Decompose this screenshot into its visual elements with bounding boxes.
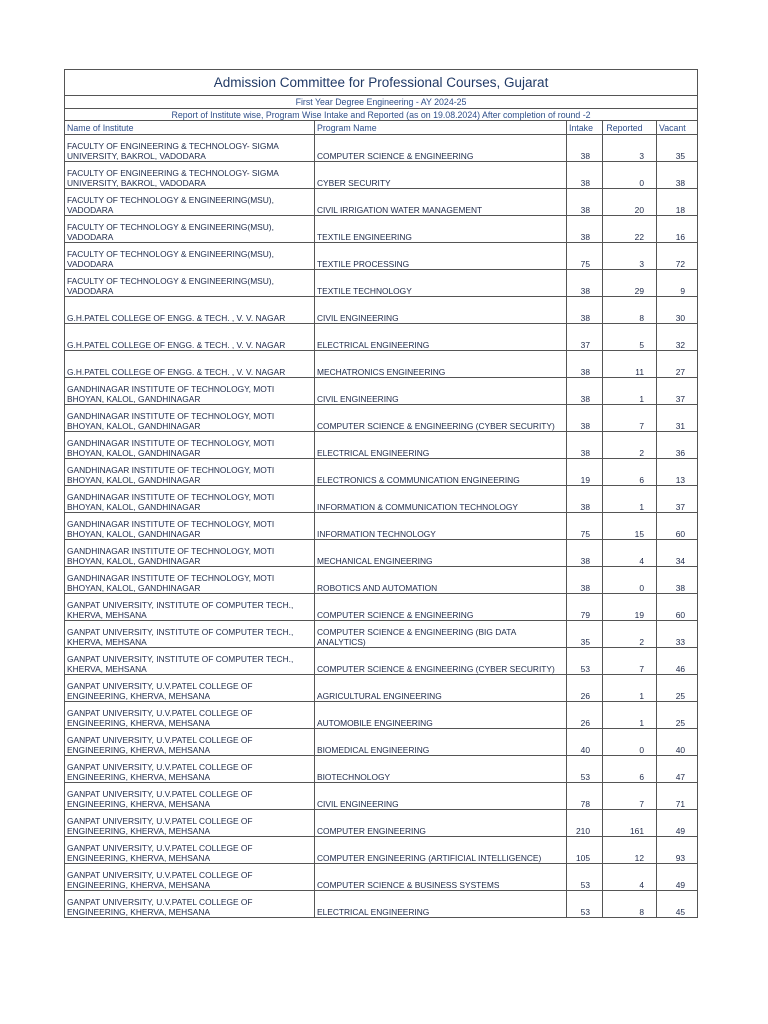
table-row (65, 324, 698, 351)
institute-name-cell: GANPAT UNIVERSITY, U.V.PATEL COLLEGE OF ENGINEERING, KHERVA, MEHSANA (65, 756, 315, 783)
program-name-cell: BIOMEDICAL ENGINEERING (315, 729, 567, 756)
program-name-cell: COMPUTER SCIENCE & ENGINEERING (315, 135, 567, 162)
admission-report-table (64, 69, 698, 918)
institute-name-cell: GANPAT UNIVERSITY, U.V.PATEL COLLEGE OF ENGINEERING, KHERVA, MEHSANA (65, 891, 315, 918)
reported-cell: 8 (603, 891, 657, 918)
table-row (65, 378, 698, 405)
table-row (65, 459, 698, 486)
institute-name-cell: GANPAT UNIVERSITY, U.V.PATEL COLLEGE OF ENGINEERING, KHERVA, MEHSANA (65, 864, 315, 891)
intake-cell: 75 (567, 243, 603, 270)
table-row (65, 486, 698, 513)
intake-cell: 38 (567, 216, 603, 243)
intake-cell: 38 (567, 351, 603, 378)
program-name-cell: COMPUTER SCIENCE & BUSINESS SYSTEMS (315, 864, 567, 891)
institute-name-cell: G.H.PATEL COLLEGE OF ENGG. & TECH. , V. V. NAGAR (65, 351, 315, 378)
table-row (65, 540, 698, 567)
vacant-cell: 93 (657, 837, 698, 864)
intake-cell: 210 (567, 810, 603, 837)
intake-cell: 38 (567, 189, 603, 216)
program-name-cell: INFORMATION TECHNOLOGY (315, 513, 567, 540)
vacant-cell: 25 (657, 675, 698, 702)
institute-name-cell: GANPAT UNIVERSITY, INSTITUTE OF COMPUTER TECH., KHERVA, MEHSANA (65, 648, 315, 675)
header-row (65, 121, 698, 135)
table-row (65, 405, 698, 432)
reported-cell: 20 (603, 189, 657, 216)
program-name-cell: AGRICULTURAL ENGINEERING (315, 675, 567, 702)
institute-name-cell: GANPAT UNIVERSITY, U.V.PATEL COLLEGE OF ENGINEERING, KHERVA, MEHSANA (65, 783, 315, 810)
intake-cell: 26 (567, 702, 603, 729)
reported-cell: 1 (603, 378, 657, 405)
program-name-cell: COMPUTER ENGINEERING (315, 810, 567, 837)
intake-cell: 79 (567, 594, 603, 621)
reported-cell: 11 (603, 351, 657, 378)
institute-name-cell: GANDHINAGAR INSTITUTE OF TECHNOLOGY, MOTI BHOYAN, KALOL, GANDHINAGAR (65, 540, 315, 567)
program-name-cell: CIVIL ENGINEERING (315, 378, 567, 405)
vacant-cell: 25 (657, 702, 698, 729)
reported-cell: 29 (603, 270, 657, 297)
vacant-cell: 36 (657, 432, 698, 459)
table-row (65, 891, 698, 918)
reported-cell: 3 (603, 243, 657, 270)
program-name-cell: COMPUTER SCIENCE & ENGINEERING (BIG DATA ANALYTICS) (315, 621, 567, 648)
reported-cell: 0 (603, 567, 657, 594)
column-header-institute: Name of Institute (65, 121, 315, 135)
reported-cell: 0 (603, 729, 657, 756)
vacant-cell: 32 (657, 324, 698, 351)
vacant-cell: 72 (657, 243, 698, 270)
vacant-cell: 18 (657, 189, 698, 216)
program-name-cell: CYBER SECURITY (315, 162, 567, 189)
program-name-cell: TEXTILE TECHNOLOGY (315, 270, 567, 297)
intake-cell: 38 (567, 432, 603, 459)
vacant-cell: 49 (657, 810, 698, 837)
institute-name-cell: GANDHINAGAR INSTITUTE OF TECHNOLOGY, MOTI BHOYAN, KALOL, GANDHINAGAR (65, 567, 315, 594)
program-name-cell: INFORMATION & COMMUNICATION TECHNOLOGY (315, 486, 567, 513)
reported-cell: 22 (603, 216, 657, 243)
program-name-cell: CIVIL ENGINEERING (315, 783, 567, 810)
reported-cell: 7 (603, 648, 657, 675)
institute-name-cell: GANDHINAGAR INSTITUTE OF TECHNOLOGY, MOTI BHOYAN, KALOL, GANDHINAGAR (65, 513, 315, 540)
program-name-cell: ELECTRICAL ENGINEERING (315, 891, 567, 918)
reported-cell: 6 (603, 459, 657, 486)
vacant-cell: 38 (657, 567, 698, 594)
institute-name-cell: GANPAT UNIVERSITY, U.V.PATEL COLLEGE OF ENGINEERING, KHERVA, MEHSANA (65, 675, 315, 702)
institute-name-cell: GANDHINAGAR INSTITUTE OF TECHNOLOGY, MOTI BHOYAN, KALOL, GANDHINAGAR (65, 378, 315, 405)
program-name-cell: ELECTRICAL ENGINEERING (315, 324, 567, 351)
reported-cell: 3 (603, 135, 657, 162)
program-name-cell: TEXTILE ENGINEERING (315, 216, 567, 243)
program-name-cell: AUTOMOBILE ENGINEERING (315, 702, 567, 729)
column-header-program: Program Name (315, 121, 567, 135)
vacant-cell: 35 (657, 135, 698, 162)
program-name-cell: CIVIL ENGINEERING (315, 297, 567, 324)
table-row (65, 135, 698, 162)
intake-cell: 40 (567, 729, 603, 756)
program-name-cell: TEXTILE PROCESSING (315, 243, 567, 270)
vacant-cell: 27 (657, 351, 698, 378)
reported-cell: 6 (603, 756, 657, 783)
reported-cell: 8 (603, 297, 657, 324)
table-row (65, 702, 698, 729)
vacant-cell: 37 (657, 486, 698, 513)
table-row (65, 675, 698, 702)
table-row (65, 270, 698, 297)
report-description-row (65, 109, 698, 121)
column-header-reported: Reported (603, 121, 657, 135)
institute-name-cell: GANPAT UNIVERSITY, U.V.PATEL COLLEGE OF ENGINEERING, KHERVA, MEHSANA (65, 810, 315, 837)
intake-cell: 38 (567, 567, 603, 594)
table-row (65, 513, 698, 540)
institute-name-cell: GANPAT UNIVERSITY, INSTITUTE OF COMPUTER TECH., KHERVA, MEHSANA (65, 594, 315, 621)
intake-cell: 38 (567, 162, 603, 189)
reported-cell: 1 (603, 702, 657, 729)
vacant-cell: 13 (657, 459, 698, 486)
vacant-cell: 38 (657, 162, 698, 189)
reported-cell: 1 (603, 675, 657, 702)
reported-cell: 1 (603, 486, 657, 513)
vacant-cell: 40 (657, 729, 698, 756)
vacant-cell: 37 (657, 378, 698, 405)
institute-name-cell: GANDHINAGAR INSTITUTE OF TECHNOLOGY, MOTI BHOYAN, KALOL, GANDHINAGAR (65, 459, 315, 486)
program-name-cell: COMPUTER ENGINEERING (ARTIFICIAL INTELLIGENCE) (315, 837, 567, 864)
table-row (65, 729, 698, 756)
intake-cell: 38 (567, 486, 603, 513)
vacant-cell: 34 (657, 540, 698, 567)
intake-cell: 37 (567, 324, 603, 351)
table-row (65, 297, 698, 324)
vacant-cell: 60 (657, 513, 698, 540)
table-row (65, 648, 698, 675)
intake-cell: 53 (567, 756, 603, 783)
program-name-cell: ELECTRONICS & COMMUNICATION ENGINEERING (315, 459, 567, 486)
table-row (65, 189, 698, 216)
program-name-cell: ELECTRICAL ENGINEERING (315, 432, 567, 459)
table-row (65, 432, 698, 459)
table-row (65, 243, 698, 270)
intake-cell: 78 (567, 783, 603, 810)
program-name-cell: COMPUTER SCIENCE & ENGINEERING (315, 594, 567, 621)
table-row (65, 162, 698, 189)
program-name-cell: COMPUTER SCIENCE & ENGINEERING (CYBER SECURITY) (315, 405, 567, 432)
program-name-cell: ROBOTICS AND AUTOMATION (315, 567, 567, 594)
institute-name-cell: GANDHINAGAR INSTITUTE OF TECHNOLOGY, MOTI BHOYAN, KALOL, GANDHINAGAR (65, 486, 315, 513)
institute-name-cell: FACULTY OF TECHNOLOGY & ENGINEERING(MSU), VADODARA (65, 270, 315, 297)
reported-cell: 4 (603, 864, 657, 891)
program-name-cell: MECHANICAL ENGINEERING (315, 540, 567, 567)
vacant-cell: 31 (657, 405, 698, 432)
institute-name-cell: GANPAT UNIVERSITY, U.V.PATEL COLLEGE OF ENGINEERING, KHERVA, MEHSANA (65, 729, 315, 756)
table-row (65, 594, 698, 621)
vacant-cell: 30 (657, 297, 698, 324)
table-row (65, 567, 698, 594)
reported-cell: 2 (603, 432, 657, 459)
reported-cell: 2 (603, 621, 657, 648)
institute-name-cell: GANPAT UNIVERSITY, U.V.PATEL COLLEGE OF ENGINEERING, KHERVA, MEHSANA (65, 702, 315, 729)
intake-cell: 53 (567, 891, 603, 918)
vacant-cell: 45 (657, 891, 698, 918)
institute-name-cell: GANPAT UNIVERSITY, INSTITUTE OF COMPUTER TECH., KHERVA, MEHSANA (65, 621, 315, 648)
institute-name-cell: FACULTY OF ENGINEERING & TECHNOLOGY- SIGMA UNIVERSITY, BAKROL, VADODARA (65, 162, 315, 189)
reported-cell: 19 (603, 594, 657, 621)
institute-name-cell: FACULTY OF TECHNOLOGY & ENGINEERING(MSU), VADODARA (65, 216, 315, 243)
intake-cell: 53 (567, 864, 603, 891)
intake-cell: 26 (567, 675, 603, 702)
reported-cell: 0 (603, 162, 657, 189)
intake-cell: 38 (567, 405, 603, 432)
page-subtitle: First Year Degree Engineering - AY 2024-25 (65, 96, 698, 109)
table-row (65, 837, 698, 864)
vacant-cell: 33 (657, 621, 698, 648)
vacant-cell: 60 (657, 594, 698, 621)
institute-name-cell: GANDHINAGAR INSTITUTE OF TECHNOLOGY, MOTI BHOYAN, KALOL, GANDHINAGAR (65, 405, 315, 432)
institute-name-cell: FACULTY OF ENGINEERING & TECHNOLOGY- SIGMA UNIVERSITY, BAKROL, VADODARA (65, 135, 315, 162)
reported-cell: 15 (603, 513, 657, 540)
program-name-cell: CIVIL IRRIGATION WATER MANAGEMENT (315, 189, 567, 216)
vacant-cell: 9 (657, 270, 698, 297)
program-name-cell: BIOTECHNOLOGY (315, 756, 567, 783)
report-description: Report of Institute wise, Program Wise Intake and Reported (as on 19.08.2024) After completion of round -2 (65, 109, 698, 121)
table-body (65, 70, 698, 918)
table-row (65, 864, 698, 891)
table-row (65, 351, 698, 378)
vacant-cell: 49 (657, 864, 698, 891)
reported-cell: 7 (603, 405, 657, 432)
intake-cell: 75 (567, 513, 603, 540)
intake-cell: 38 (567, 378, 603, 405)
table-row (65, 756, 698, 783)
intake-cell: 38 (567, 297, 603, 324)
vacant-cell: 16 (657, 216, 698, 243)
table-row (65, 810, 698, 837)
institute-name-cell: G.H.PATEL COLLEGE OF ENGG. & TECH. , V. V. NAGAR (65, 297, 315, 324)
table-row (65, 783, 698, 810)
institute-name-cell: GANDHINAGAR INSTITUTE OF TECHNOLOGY, MOTI BHOYAN, KALOL, GANDHINAGAR (65, 432, 315, 459)
institute-name-cell: FACULTY OF TECHNOLOGY & ENGINEERING(MSU), VADODARA (65, 243, 315, 270)
reported-cell: 7 (603, 783, 657, 810)
title-row (65, 70, 698, 96)
intake-cell: 38 (567, 540, 603, 567)
institute-name-cell: G.H.PATEL COLLEGE OF ENGG. & TECH. , V. V. NAGAR (65, 324, 315, 351)
intake-cell: 38 (567, 270, 603, 297)
reported-cell: 4 (603, 540, 657, 567)
column-header-intake: Intake (567, 121, 603, 135)
reported-cell: 5 (603, 324, 657, 351)
intake-cell: 105 (567, 837, 603, 864)
program-name-cell: MECHATRONICS ENGINEERING (315, 351, 567, 378)
institute-name-cell: GANPAT UNIVERSITY, U.V.PATEL COLLEGE OF ENGINEERING, KHERVA, MEHSANA (65, 837, 315, 864)
reported-cell: 12 (603, 837, 657, 864)
column-header-vacant: Vacant (657, 121, 698, 135)
intake-cell: 35 (567, 621, 603, 648)
vacant-cell: 47 (657, 756, 698, 783)
vacant-cell: 46 (657, 648, 698, 675)
reported-cell: 161 (603, 810, 657, 837)
table-row (65, 621, 698, 648)
program-name-cell: COMPUTER SCIENCE & ENGINEERING (CYBER SECURITY) (315, 648, 567, 675)
subtitle-row (65, 96, 698, 109)
intake-cell: 38 (567, 135, 603, 162)
institute-name-cell: FACULTY OF TECHNOLOGY & ENGINEERING(MSU), VADODARA (65, 189, 315, 216)
intake-cell: 53 (567, 648, 603, 675)
table-row (65, 216, 698, 243)
vacant-cell: 71 (657, 783, 698, 810)
page-title: Admission Committee for Professional Courses, Gujarat (65, 70, 698, 96)
intake-cell: 19 (567, 459, 603, 486)
